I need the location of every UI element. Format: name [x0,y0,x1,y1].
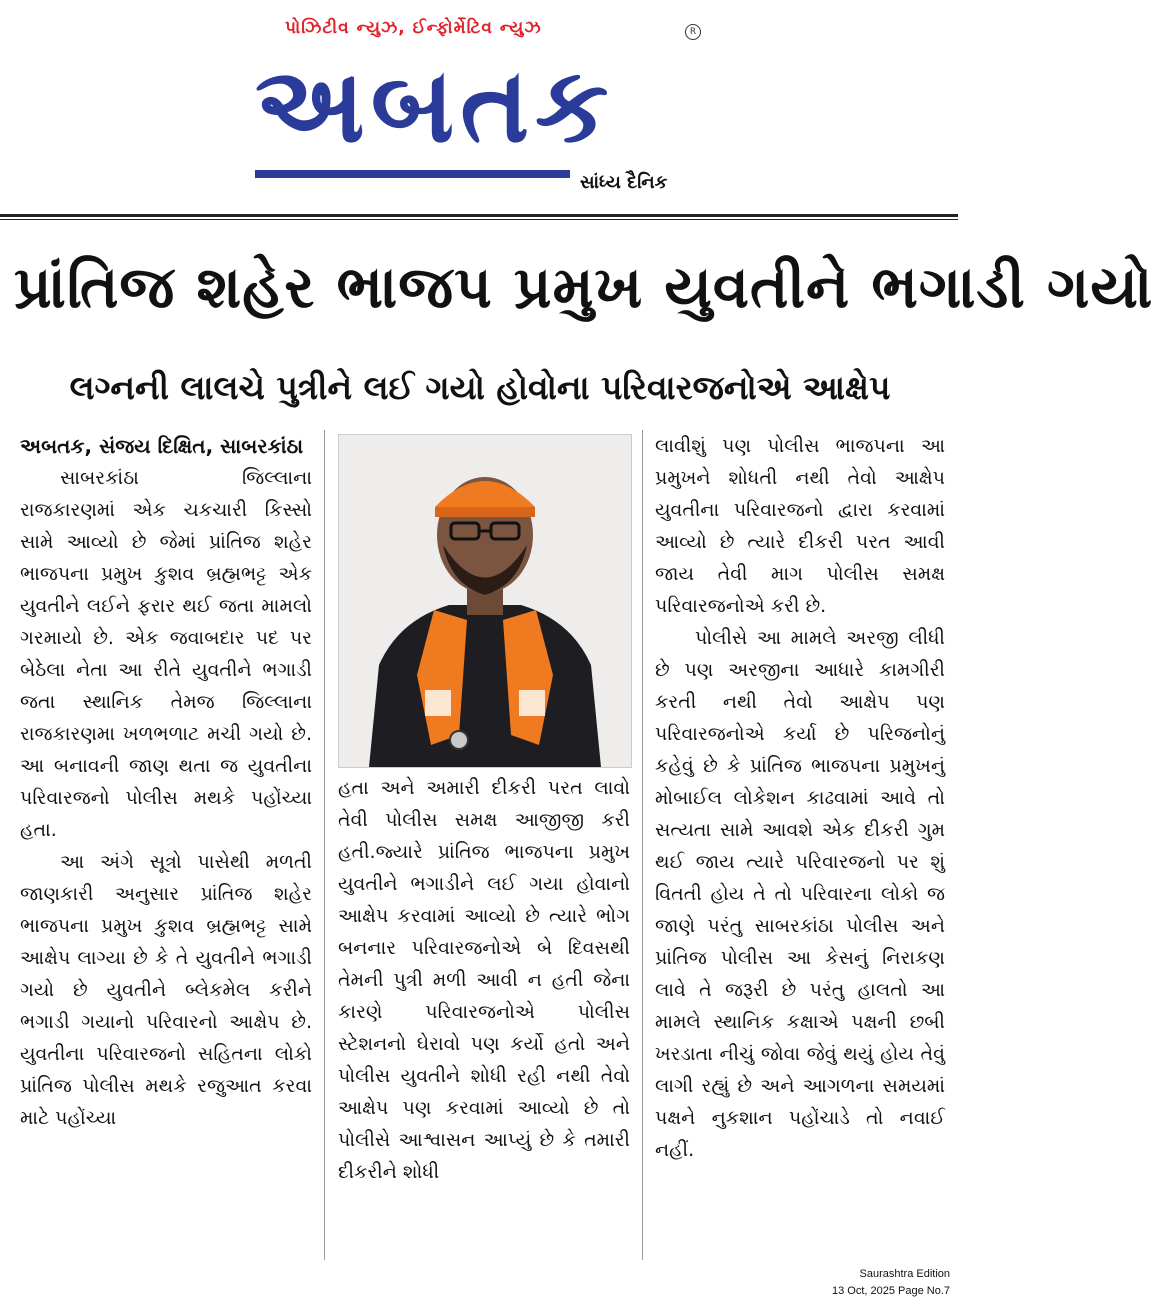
tagline: પોઝિટીવ ન્યુઝ, ઈન્ફોર્મેટિવ ન્યુઝ [285,18,542,38]
article-subheadline: લગ્નની લાલચે પુત્રીને લઈ ગયો હોવોના પરિવારજનોએ આક્ષેપ [69,368,891,407]
edition-label: Saurashtra Edition [859,1268,950,1280]
masthead [0,0,958,212]
masthead-divider [0,214,958,217]
column-divider [642,430,643,1260]
newspaper-logo: અબતક [255,44,615,166]
article-headline: પ્રાંતિજ શહેર ભાજપ પ્રમુખ યુવતીને ભગાડી ગયો [14,253,1153,321]
masthead-divider-thin [0,219,958,220]
page-footer [790,1266,950,1300]
person-portrait-image [339,435,631,767]
paragraph: લાવીશું પણ પોલીસ ભાજપના આ પ્રમુખને શોધતી નથી તેવો આક્ષેપ યુવતીના પરિવારજનો દ્વારા કરવામાં આવ્યો છે ત્યારે દીકરી પરત આવી જાય તેવી માગ પોલીસ સમક્ષ પરિવારજનોએ કરી છે. [655,435,945,617]
article-column-2 [338,772,630,1188]
column-divider [324,430,325,1260]
date-page-label: 13 Oct, 2025 Page No.7 [831,1285,950,1297]
logo-underline [255,170,570,178]
politician-photo [338,434,632,768]
paragraph: હતા અને અમારી દીકરી પરત લાવો તેવી પોલીસ સમક્ષ આજીજી કરી હતી.જ્યારે પ્રાંતિજ ભાજપના પ્રમુખ યુવતીને ભગાડીને લઈ ગયા હોવાનો આક્ષેપ કરવામાં આવ્યો છે ત્યારે ભોગ બનનાર પરિવારજનોએ બે દિવસથી તેમની પુત્રી મળી આવી ન હતી જેના કારણે પરિવારજનોએ પોલીસ સ્ટેશનનો ઘેરાવો પણ કર્યો હતો અને પોલીસ યુવતીને શોધી રહી નથી તેવો આક્ષેપ પણ કરવામાં આવ્યો છે તો પોલીસે આશ્વાસન આપ્યું છે કે તમારી દીકરીને શોધી [338,777,630,1183]
paragraph: પોલીસે આ મામલે અરજી લીધી છે પણ અરજીના આધારે કામગીરી કરતી નથી તેવો આક્ષેપ પણ પરિવારજનોએ કર્યા છે પરિજનોનું કહેવું છે કે પ્રાંતિજ ભાજપના પ્રમુખનું મોબાઈલ લોકેશન કાઢવામાં આવે તો સત્યતા સામે આવશે એક દીકરી ગુમ થઈ જાય ત્યારે પરિવારજનો પર શું વિતતી હોય તે તો પરિવારના લોકો જ જાણે પરંતુ સાબરકાંઠા પોલીસ અને પ્રાંતિજ પોલીસ આ કેસનું નિરાકણ લાવે તે જરૂરી છે પરંતુ હાલતો આ મામલે સ્થાનિક કક્ષાએ પક્ષની છબી ખરડાતા નીચું જોવા જેવું થયું હોય તેવું લાગી રહ્યું છે અને આગળના સમયમાં પક્ષને નુકશાન પહોંચાડે તો નવાઈ નહીં. [655,627,945,1161]
paragraph: સાબરકાંઠા જિલ્લાના રાજકારણમાં એક ચકચારી કિસ્સો સામે આવ્યો છે જેમાં પ્રાંતિજ શહેર ભાજપના પ્રમુખ કુશવ બ્રહ્મભટ્ટ એક યુવતીને લઈને ફરાર થઈ જતા મામલો ગરમાયો છે. એક જવાબદાર પદ પર બેઠેલા નેતા આ રીતે યુવતીને ભગાડી જતા સ્થાનિક તેમજ જિલ્લાના રાજકારણમા ખળભળાટ મચી ગયો છે. આ બનાવની જાણ થતા જ યુવતીના પરિવારજનો પોલીસ મથકે પહોંચ્યા હતા. [20,467,312,841]
byline: અબતક, સંજય દિક્ષિત, સાબરકાંઠા [20,434,304,458]
article-column-1 [20,430,312,1134]
edition-subtitle: સાંધ્ય દૈનિક [580,172,668,193]
registered-mark: R [685,24,701,40]
article-column-3 [655,430,945,1166]
paragraph: આ અંગે સૂત્રો પાસેથી મળતી જાણકારી અનુસાર પ્રાંતિજ શહેર ભાજપના પ્રમુખ કુશવ બ્રહ્મભટ્ટ સામે આક્ષેપ લાગ્યા છે કે તે યુવતીને ભગાડી ગયો છે યુવતીને બ્લેકમેલ કરીને ભગાડી ગયાનો પરિવારનો આક્ષેપ છે. યુવતીના પરિવારજનો સહિતના લોકો પ્રાંતિજ પોલીસ મથકે રજુઆત કરવા માટે પહોંચ્યા [20,851,312,1129]
